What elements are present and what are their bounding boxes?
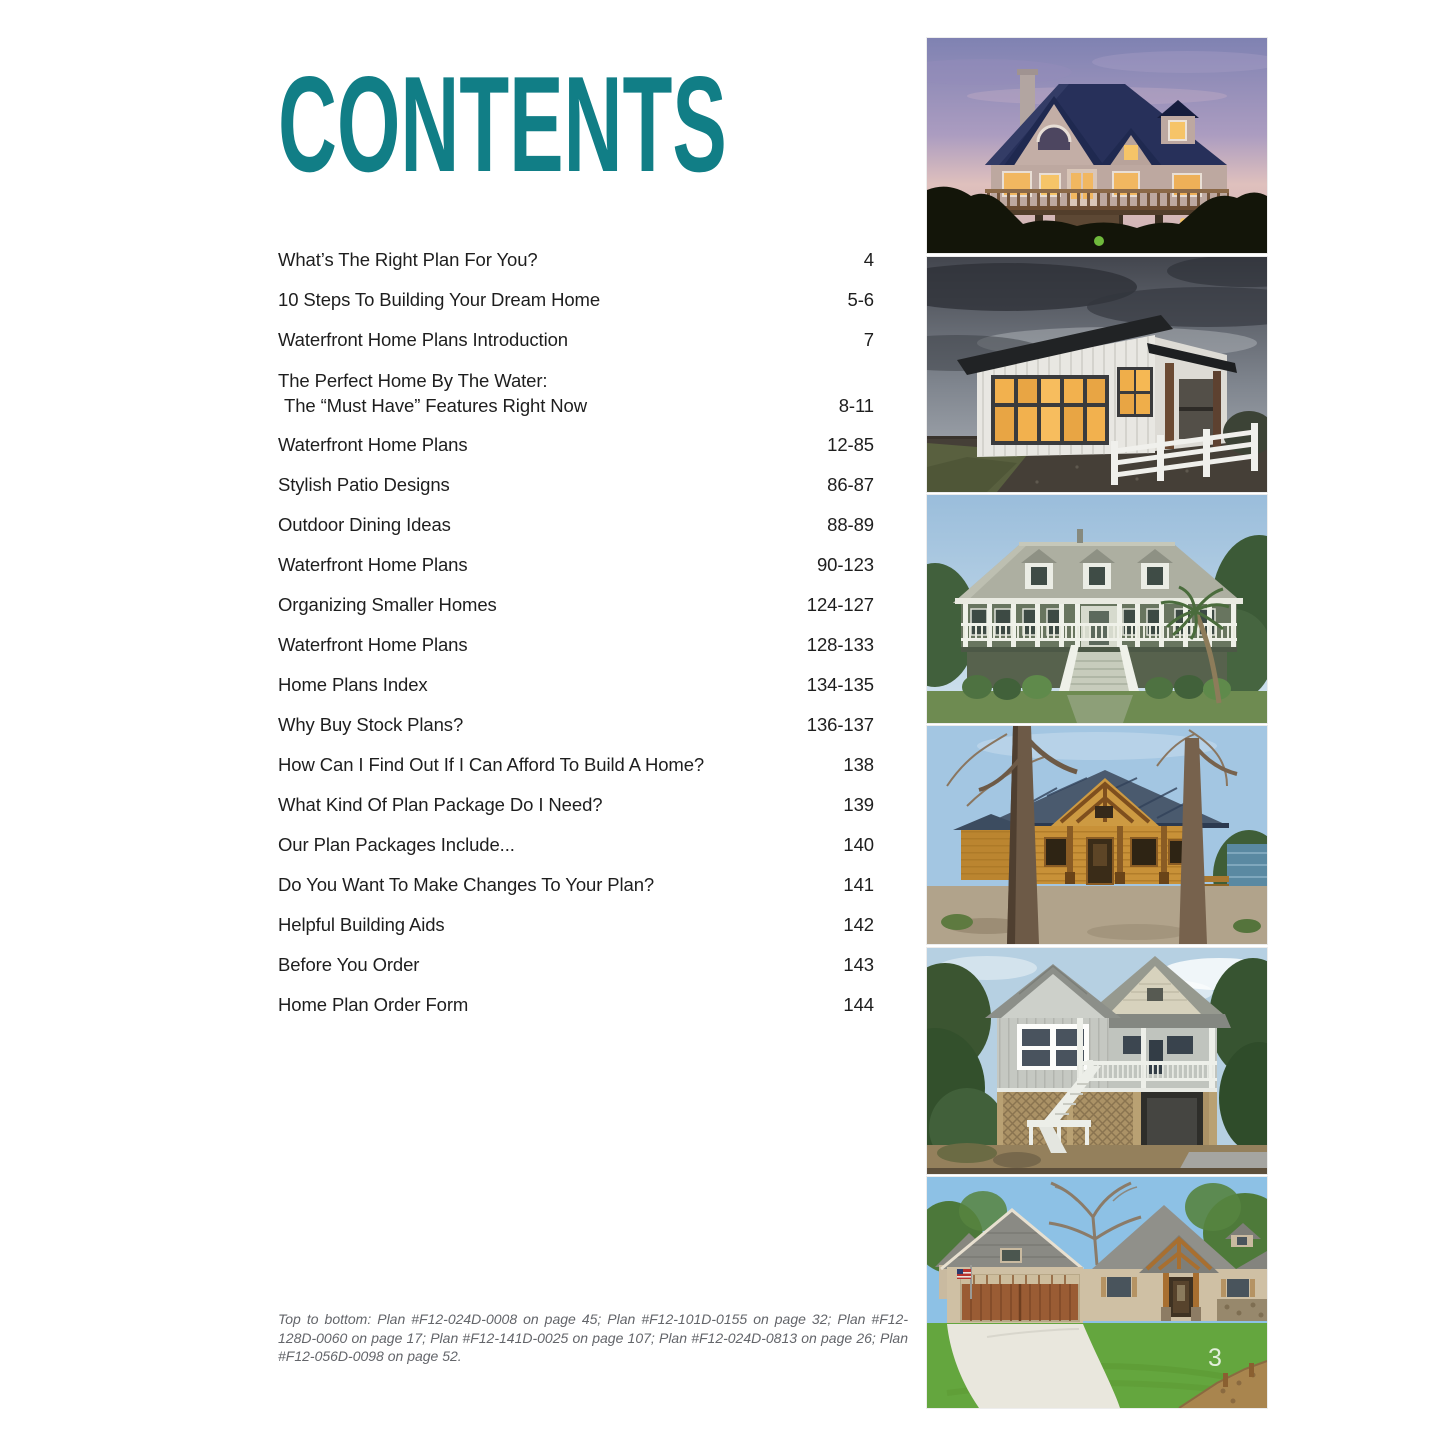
toc-entry [278, 673, 874, 697]
toc-entry [278, 288, 874, 312]
toc-entry-pages: 142 [843, 914, 874, 935]
photo-raised-coastal-home [927, 948, 1267, 1174]
toc-entry-pages: 143 [843, 954, 874, 975]
toc-entry-pages: 7 [863, 329, 874, 350]
toc-entry-pages: 128-133 [806, 634, 874, 655]
toc-entry-label: Our Plan Packages Include... [278, 834, 515, 855]
toc-entry [278, 328, 874, 352]
toc-entry-pages: 138 [843, 754, 874, 775]
toc-entry-label [278, 368, 587, 418]
toc-entry-label: Why Buy Stock Plans? [278, 714, 464, 735]
toc-entry [278, 913, 874, 937]
photo-wraparound-porch-home [927, 495, 1267, 723]
toc-entry-label: What Kind Of Plan Package Do I Need? [278, 794, 603, 815]
page-number: 3 [1208, 1344, 1222, 1372]
toc-entry [278, 713, 874, 737]
toc-entry [278, 833, 874, 857]
toc-entry [278, 993, 874, 1017]
toc-entry-pages: 134-135 [806, 674, 874, 695]
toc-entry-label-line1: The Perfect Home By The Water: [278, 370, 548, 391]
toc-entry-pages: 144 [843, 994, 874, 1015]
photo-modern-farmhouse [927, 257, 1267, 492]
photo-column [927, 38, 1267, 1408]
toc-entry-pages: 86-87 [827, 474, 874, 495]
toc-entry [278, 793, 874, 817]
toc-entry-pages: 140 [843, 834, 874, 855]
page-title: CONTENTS [278, 48, 727, 200]
photo-caption: Top to bottom: Plan #F12-024D-0008 on page 45; Plan #F12-101D-0155 on page 32; Plan #F12-128D-0060 on page 17; Plan #F12-141D-0025 on page 107; Plan #F12-024D-0813 on page 26; Plan #F12-056D-0098 on page 52. [278, 1311, 908, 1364]
toc-entry [278, 953, 874, 977]
toc-entry-pages: 88-89 [827, 514, 874, 535]
photo-dusk-two-story-home [927, 38, 1267, 253]
toc-entry-label: Helpful Building Aids [278, 914, 445, 935]
toc-entry-pages: 4 [863, 249, 874, 270]
toc-entry-label: Waterfront Home Plans [278, 554, 468, 575]
toc-entry-pages: 8-11 [838, 395, 874, 416]
toc-entry-pages: 5-6 [847, 289, 874, 310]
toc-entry-label: Stylish Patio Designs [278, 474, 450, 495]
toc-entry-label: Home Plans Index [278, 674, 428, 695]
toc-entry [278, 368, 874, 418]
photo-craftsman-ranch [927, 1177, 1267, 1408]
toc-entry-label-line2: The “Must Have” Features Right Now [284, 395, 587, 416]
toc-entry-label: Waterfront Home Plans Introduction [278, 329, 568, 350]
toc-entry-pages: 12-85 [827, 434, 874, 455]
toc-entry-label: What’s The Right Plan For You? [278, 249, 538, 270]
toc-entry-label: Waterfront Home Plans [278, 634, 468, 655]
toc-entry-pages: 90-123 [816, 554, 874, 575]
toc-entry [278, 553, 874, 577]
toc-entry [278, 248, 874, 272]
toc-entry-pages: 136-137 [806, 714, 874, 735]
toc-entry-pages: 124-127 [806, 594, 874, 615]
toc-entry [278, 633, 874, 657]
toc-entry [278, 593, 874, 617]
toc-entry [278, 873, 874, 897]
toc-entry-label: How Can I Find Out If I Can Afford To Build A Home? [278, 754, 705, 775]
toc-entry-pages: 141 [843, 874, 874, 895]
toc-entry [278, 473, 874, 497]
toc-entry [278, 433, 874, 457]
toc-entry-pages: 139 [843, 794, 874, 815]
toc-entry-label: Waterfront Home Plans [278, 434, 468, 455]
toc-entry-label: Do You Want To Make Changes To Your Plan? [278, 874, 655, 895]
photo-timber-cabin [927, 726, 1267, 944]
toc-entry [278, 753, 874, 777]
toc-entry-label: Outdoor Dining Ideas [278, 514, 451, 535]
toc-entry-label: 10 Steps To Building Your Dream Home [278, 289, 601, 310]
toc-entry-label: Before You Order [278, 954, 420, 975]
toc-entry [278, 513, 874, 537]
toc-entry-label: Home Plan Order Form [278, 994, 469, 1015]
toc-entry-label: Organizing Smaller Homes [278, 594, 497, 615]
